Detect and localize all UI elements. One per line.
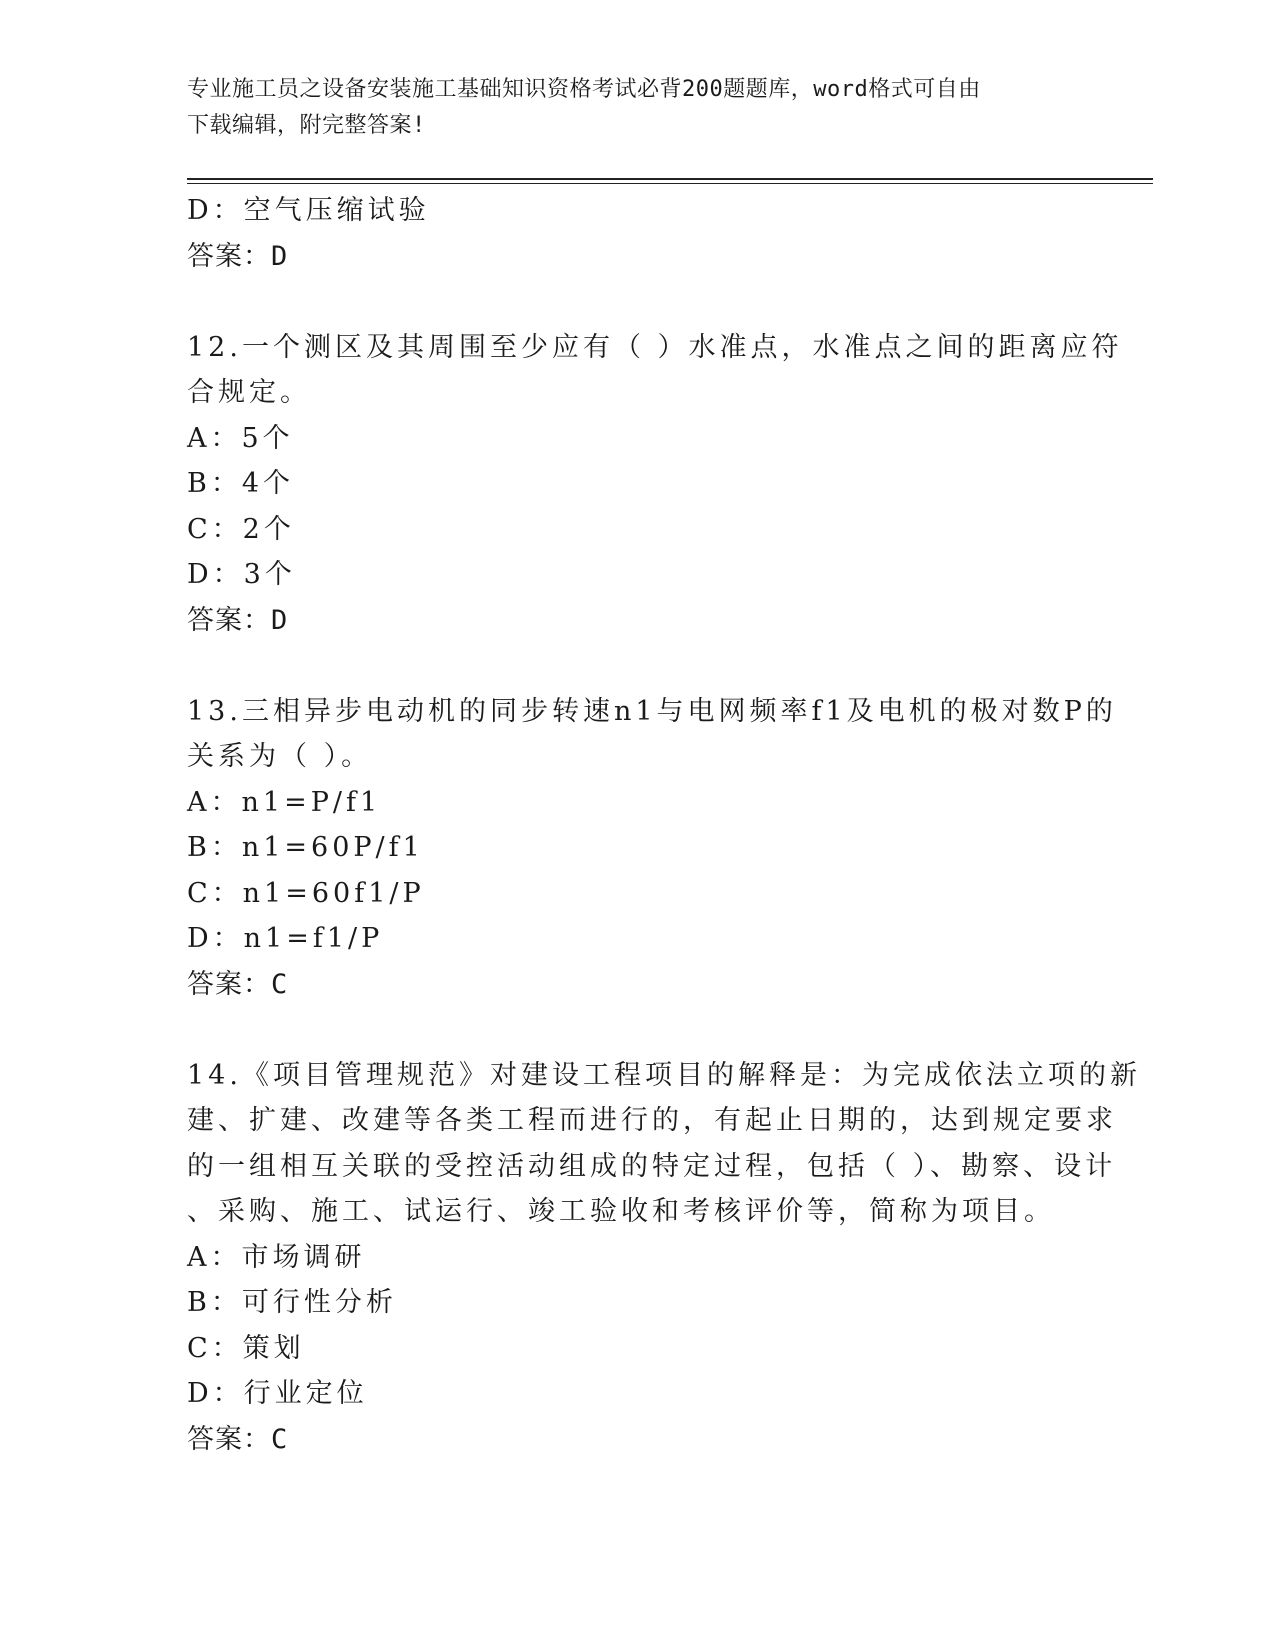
option-a: A：市场调研	[187, 1241, 366, 1273]
question-14	[187, 1053, 1141, 1463]
answer-line: 答案：C	[187, 968, 289, 1000]
option-d: D：n1=f1/P	[187, 923, 384, 954]
document-header	[187, 72, 1067, 144]
option-a: A：n1=P/f1	[187, 786, 382, 818]
option-d: D：3个	[187, 559, 296, 590]
option-d: D：行业定位	[187, 1378, 368, 1409]
header-divider-thick	[187, 178, 1153, 180]
header-divider-thin	[187, 183, 1153, 184]
question-stem-line: 的一组相互关联的受控活动组成的特定过程，包括（ ）、勘察、设计	[187, 1150, 1117, 1182]
question-stem-line: 13.三相异步电动机的同步转速n1与电网频率f1及电机的极对数P的	[187, 695, 1117, 727]
question-stem-line: 14.《项目管理规范》对建设工程项目的解释是：为完成依法立项的新	[187, 1059, 1141, 1091]
option-c: C：n1=60f1/P	[187, 877, 425, 909]
question-stem-line: 12.一个测区及其周围至少应有（ ）水准点，水准点之间的距离应符	[187, 331, 1123, 363]
question-stem-line: 、采购、施工、试运行、竣工验收和考核评价等，简称为项目。	[187, 1196, 1055, 1227]
option-a: A：5个	[187, 422, 294, 454]
answer-line: 答案：D	[187, 240, 289, 272]
question-stem-line: 建、扩建、改建等各类工程而进行的，有起止日期的，达到规定要求	[187, 1105, 1117, 1136]
previous-question-tail	[187, 188, 1087, 279]
option-b: B：可行性分析	[187, 1287, 397, 1318]
question-stem-line: 合规定。	[187, 377, 311, 408]
option-c: C：2个	[187, 513, 295, 545]
question-12	[187, 325, 1123, 644]
question-list	[187, 188, 1141, 1462]
question-stem-line: 关系为（ ）。	[187, 741, 373, 772]
option-d: D：空气压缩试验	[187, 195, 430, 226]
option-b: B：4个	[187, 468, 295, 499]
header-line-2: 下载编辑，附完整答案!	[187, 113, 426, 138]
answer-line: 答案：D	[187, 604, 289, 636]
header-line-1: 专业施工员之设备安装施工基础知识资格考试必背200题题库，word格式可自由	[187, 77, 981, 102]
option-b: B：n1=60P/f1	[187, 832, 424, 863]
answer-line: 答案：C	[187, 1423, 289, 1455]
question-13	[187, 689, 1117, 1008]
option-c: C：策划	[187, 1332, 305, 1364]
